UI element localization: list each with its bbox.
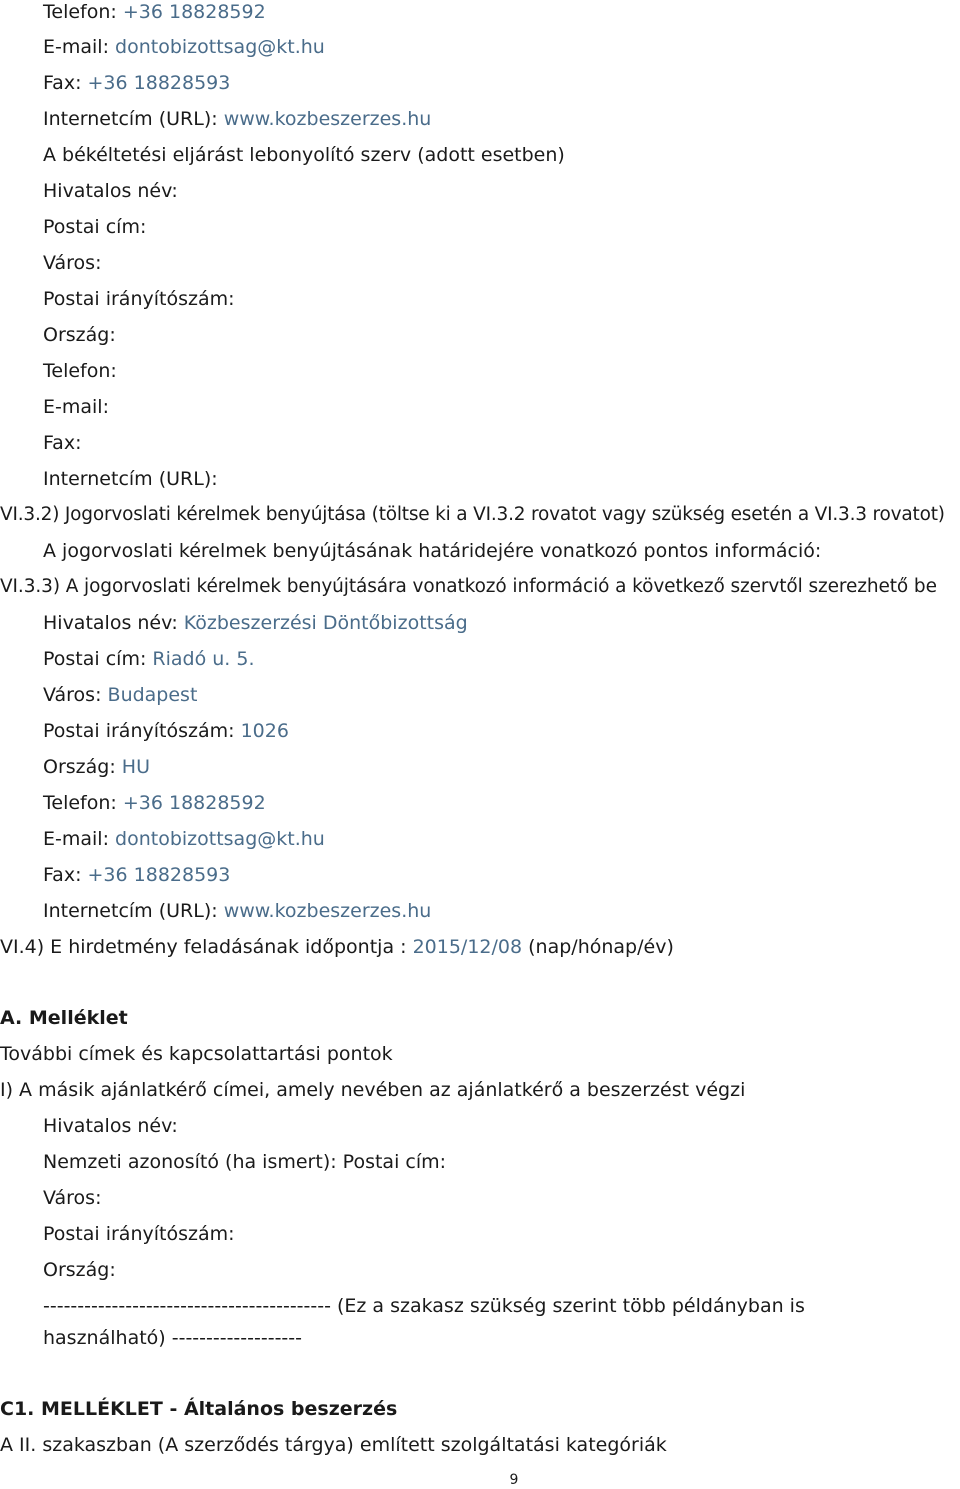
- top-phone-value: +36 18828592: [122, 1, 266, 23]
- top-phone-line: Telefon: +36 18828592: [43, 1, 266, 23]
- vi33-zip-line: Postai irányítószám: 1026: [43, 720, 289, 742]
- vi33-country-value: HU: [121, 756, 150, 778]
- vi33-phone-line: Telefon: +36 18828592: [43, 792, 266, 814]
- annex-a-national-id-label: Nemzeti azonosító (ha ismert): Postai cím:: [43, 1151, 447, 1173]
- peace-country-label: Ország:: [43, 324, 116, 346]
- vi33-address-line: Postai cím: Riadó u. 5.: [43, 648, 255, 670]
- vi33-address-value: Riadó u. 5.: [152, 648, 255, 670]
- vi33-city-value: Budapest: [107, 684, 198, 706]
- vi33-url-line: Internetcím (URL): www.kozbeszerzes.hu: [43, 900, 432, 922]
- vi33-country-line: Ország: HU: [43, 756, 150, 778]
- annex-a-city-label: Város:: [43, 1187, 102, 1209]
- top-fax-value: +36 18828593: [87, 72, 231, 94]
- vi33-zip-value: 1026: [240, 720, 289, 742]
- vi33-city-line: Város: Budapest: [43, 684, 198, 706]
- page-number: 9: [509, 1472, 519, 1488]
- top-email-link[interactable]: dontobizottsag@kt.hu: [115, 36, 325, 58]
- peace-email-label: E-mail:: [43, 396, 109, 418]
- top-url-line: Internetcím (URL): www.kozbeszerzes.hu: [43, 108, 432, 130]
- vi4-line: VI.4) E hirdetmény feladásának időpontja : 2015/12/08 (nap/hónap/év): [0, 936, 674, 958]
- annex-a-note-line1: ------------------------------------------ (Ez a szakasz szükség szerint több példányban is: [43, 1295, 805, 1317]
- peace-address-label: Postai cím:: [43, 216, 147, 238]
- annex-a-note-line2: használható) -------------------: [43, 1327, 302, 1349]
- annex-c1-subtitle: A II. szakaszban (A szerződés tárgya) említett szolgáltatási kategóriák: [0, 1434, 667, 1456]
- top-email-line: E-mail: dontobizottsag@kt.hu: [43, 36, 325, 58]
- vi33-phone-value: +36 18828592: [122, 792, 266, 814]
- peace-phone-label: Telefon:: [43, 360, 117, 382]
- vi4-date: 2015/12/08: [412, 936, 523, 958]
- peace-fax-label: Fax:: [43, 432, 82, 454]
- vi33-url-link[interactable]: www.kozbeszerzes.hu: [223, 900, 432, 922]
- peace-name-label: Hivatalos név:: [43, 180, 178, 202]
- top-url-link[interactable]: www.kozbeszerzes.hu: [223, 108, 432, 130]
- annex-a-section-i: I) A másik ajánlatkérő címei, amely nevében az ajánlatkérő a beszerzést végzi: [0, 1079, 746, 1101]
- annex-a-title: A. Melléklet: [0, 1007, 128, 1029]
- vi33-heading: VI.3.3) A jogorvoslati kérelmek benyújtására vonatkozó információ a következő szervtől szerezhető be: [0, 576, 937, 597]
- vi32-subline: A jogorvoslati kérelmek benyújtásának határidejére vonatkozó pontos információ:: [43, 540, 822, 562]
- peace-heading: A békéltetési eljárást lebonyolító szerv (adott esetben): [43, 144, 565, 166]
- vi33-fax-line: Fax: +36 18828593: [43, 864, 231, 886]
- vi33-fax-value: +36 18828593: [87, 864, 231, 886]
- vi33-email-link[interactable]: dontobizottsag@kt.hu: [115, 828, 325, 850]
- annex-c1-title: C1. MELLÉKLET - Általános beszerzés: [0, 1398, 398, 1420]
- peace-url-label: Internetcím (URL):: [43, 468, 218, 490]
- annex-a-name-label: Hivatalos név:: [43, 1115, 178, 1137]
- annex-a-country-label: Ország:: [43, 1259, 116, 1281]
- peace-zip-label: Postai irányítószám:: [43, 288, 235, 310]
- vi33-name-value: Közbeszerzési Döntőbizottság: [183, 612, 468, 634]
- vi33-email-line: E-mail: dontobizottsag@kt.hu: [43, 828, 325, 850]
- peace-city-label: Város:: [43, 252, 102, 274]
- annex-a-zip-label: Postai irányítószám:: [43, 1223, 235, 1245]
- vi32-heading: VI.3.2) Jogorvoslati kérelmek benyújtása (töltse ki a VI.3.2 rovatot vagy szükség esetén a VI.3.3 rovatot): [0, 504, 945, 525]
- top-fax-line: Fax: +36 18828593: [43, 72, 231, 94]
- annex-a-subtitle: További címek és kapcsolattartási pontok: [0, 1043, 393, 1065]
- vi33-name-line: Hivatalos név: Közbeszerzési Döntőbizottság: [43, 612, 468, 634]
